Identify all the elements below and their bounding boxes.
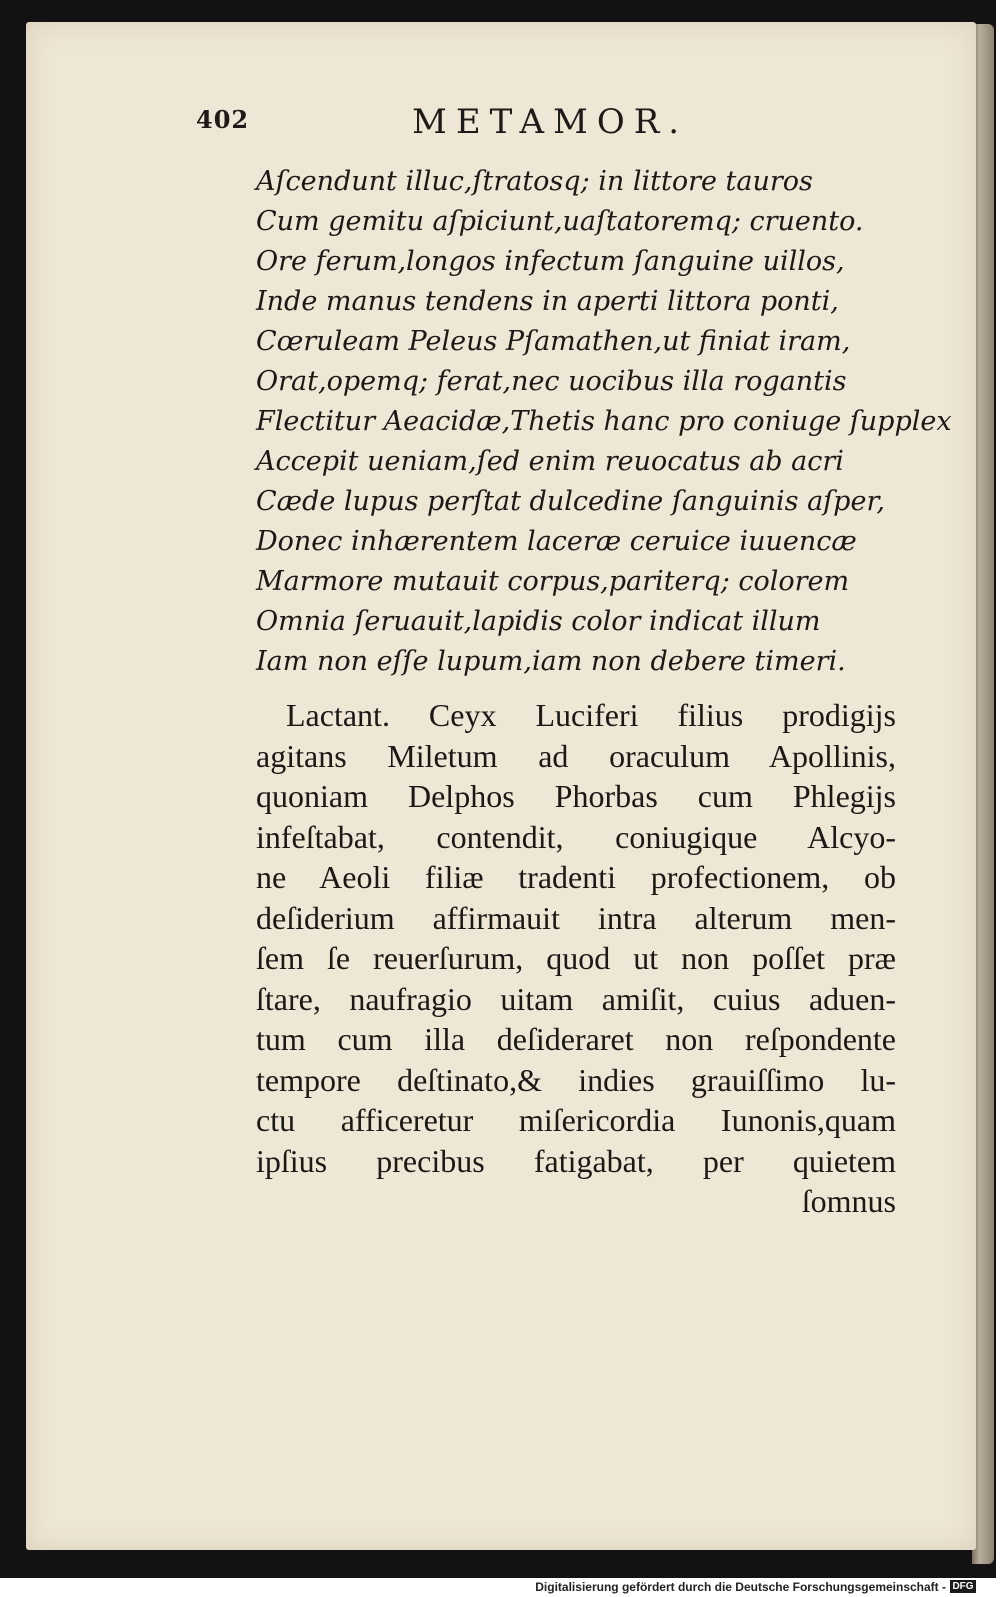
commentary-line: Lactant. Ceyx Luciferi filius prodigijs bbox=[286, 697, 896, 733]
verse-line: Marmore mutauit corpus,pariterq; colorem bbox=[256, 566, 850, 597]
verse-line: Donec inhærentem laceræ ceruice iuuencæ bbox=[256, 526, 857, 557]
commentary-line: tum cum illa deſideraret non reſpondente bbox=[256, 1021, 896, 1057]
commentary-line: deſiderium affirmauit intra alterum men- bbox=[256, 899, 896, 936]
verse-line: Omnia ſeruauit,lapidis color indicat illum bbox=[256, 606, 821, 637]
running-head: METAMOR. bbox=[412, 102, 689, 142]
digitization-credit: Digitalisierung gefördert durch die Deutsche Forschungsgemeinschaft - bbox=[535, 1580, 946, 1594]
footer-bar bbox=[0, 1578, 1000, 1597]
commentary-line: tempore deſtinato,& indies grauiſſimo lu- bbox=[256, 1061, 896, 1098]
commentary-line: quoniam Delphos Phorbas cum Phlegijs bbox=[256, 778, 896, 814]
commentary-block bbox=[256, 695, 896, 1222]
commentary-line: agitans Miletum ad oraculum Apollinis, bbox=[256, 737, 896, 774]
verse-block bbox=[256, 162, 952, 682]
verse-line: Inde manus tendens in aperti littora ponti, bbox=[256, 286, 839, 317]
verse-line: Cum gemitu aſpiciunt,uaſtatoremq; cruento. bbox=[256, 206, 864, 237]
verse-line: Aſcendunt illuc,ſtratosq; in littore tauros bbox=[256, 166, 813, 197]
verse-line: Cœruleam Peleus Pſamathen,ut finiat iram, bbox=[256, 326, 851, 357]
page-number: 402 bbox=[196, 105, 250, 134]
catchword: ſomnus bbox=[801, 1183, 896, 1219]
verse-line: Ore ferum,longos infectum ſanguine uillos, bbox=[256, 246, 845, 277]
verse-line: Accepit ueniam,ſed enim reuocatus ab acri bbox=[256, 446, 844, 477]
commentary-line: infeſtabat, contendit, coniugique Alcyo- bbox=[256, 818, 896, 855]
commentary-line: ipſius precibus fatigabat, per quietem bbox=[256, 1142, 896, 1179]
dfg-logo: DFG bbox=[950, 1580, 976, 1593]
verse-line: Orat,opemq; ferat,nec uocibus illa rogantis bbox=[256, 366, 847, 397]
verse-line: Iam non eſſe lupum,iam non debere timeri. bbox=[256, 646, 846, 677]
commentary-line: ctu afficeretur miſericordia Iunonis,quam bbox=[256, 1102, 896, 1138]
commentary-line: ne Aeoli filiæ tradenti profectionem, ob bbox=[256, 859, 896, 895]
verse-line: Flectitur Aeacidæ,Thetis hanc pro coniuge ſupplex bbox=[256, 406, 952, 437]
verse-line: Cæde lupus perſtat dulcedine ſanguinis aſper, bbox=[256, 486, 885, 517]
commentary-line: ſem ſe reuerſurum, quod ut non poſſet præ bbox=[256, 940, 896, 976]
commentary-line: ſtare, naufragio uitam amiſit, cuius aduen- bbox=[256, 980, 896, 1017]
